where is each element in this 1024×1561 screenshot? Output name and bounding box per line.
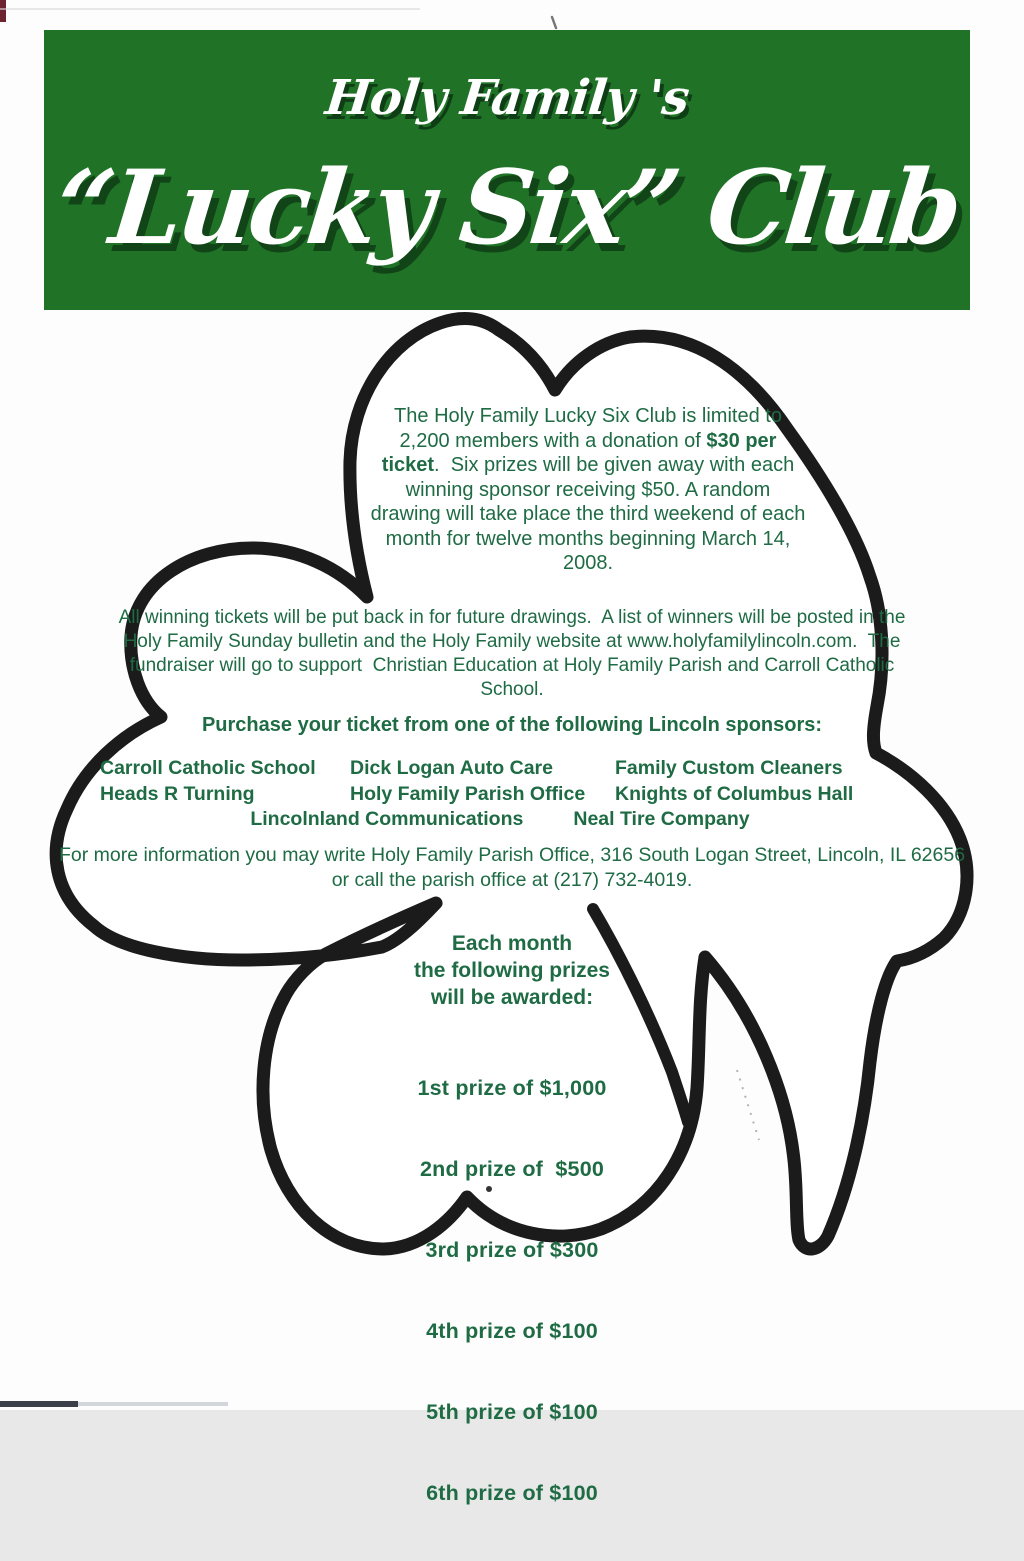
intro-bold-text: $30 per ticket [381,429,783,476]
intro-paragraph [368,404,811,576]
sponsors-row [100,783,900,809]
prizes-list [312,1021,712,1561]
prizes-heading-line: will be awarded: [430,986,594,1009]
sponsor-name: Dick Logan Auto Care [350,757,553,779]
scan-artifact [78,1402,228,1406]
scan-artifact [0,1401,78,1407]
sponsors-row [100,757,900,783]
header-banner [44,30,970,310]
prize-item: 1st prize of $1,000 [417,1076,607,1100]
sponsor-name: Heads R Turning [100,782,255,805]
intro-text: The Holy Family Lucky Six Club is limited to 2,200 members with a donation of [394,405,788,452]
prize-item: 3rd prize of $300 [425,1238,599,1262]
prizes-heading [312,930,712,1011]
banner-title: “Lucky Six” Club [50,148,964,268]
sponsor-name: Carroll Catholic School [100,757,316,779]
sponsors-row [100,808,900,834]
intro-text: . Six prizes will be given away with each winning sponsor receiving $50. A random drawing will take place the third weekend of each month for twelve months beginning March 14, 2008. [370,454,811,574]
prize-item: 5th prize of $100 [426,1400,598,1424]
sponsor-name: Neal Tire Company [573,808,750,830]
sponsor-name: Lincolnland Communications [250,808,524,830]
scan-artifact [737,1070,759,1140]
prize-item: 6th prize of $100 [426,1481,598,1505]
prizes-heading-line: the following prizes [413,959,610,982]
scan-artifact [552,17,556,28]
banner-subtitle: Holy Family 's [322,70,692,126]
prize-item: 2nd prize of $500 [419,1157,605,1181]
sponsors-heading: Purchase your ticket from one of the following Lincoln sponsors: [201,714,823,736]
prizes-heading-line: Each month [451,932,573,955]
sponsor-name: Knights of Columbus Hall [615,782,854,805]
contact-paragraph: For more information you may write Holy Family Parish Office, 316 South Logan Street, Lincoln, IL 62656 or call the parish office at (217) 732-4019. [58,844,971,891]
prize-item: 4th prize of $100 [426,1319,598,1343]
sponsor-name: Holy Family Parish Office [350,782,586,805]
sponsors-list [100,757,900,834]
sponsor-name: Family Custom Cleaners [615,757,843,779]
scan-artifact [0,8,420,10]
scan-artifact [0,0,6,22]
rules-paragraph: All winning tickets will be put back in for future drawings. A list of winners will be posted in the Holy Family Sunday bulletin and the Holy Family website at www.holyfamilylincoln.com. The fundraiser will go to support Christian Education at Holy Family Parish and Carroll Catholic School. [118,607,911,700]
